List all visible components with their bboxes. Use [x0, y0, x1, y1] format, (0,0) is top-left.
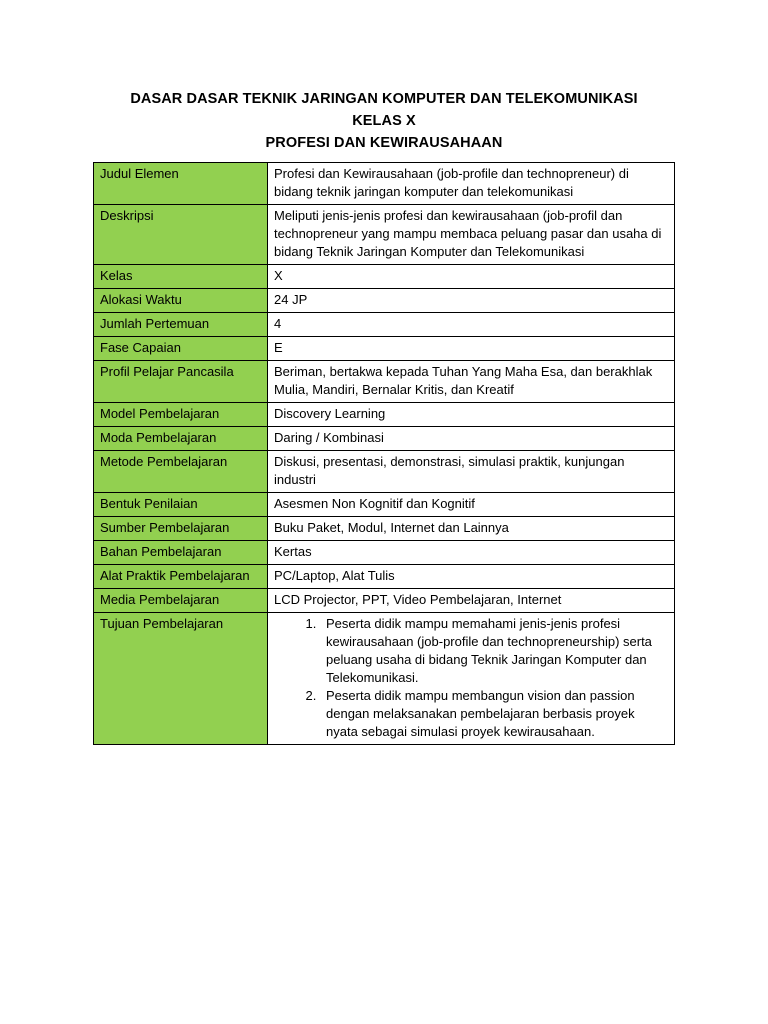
table-row [94, 265, 675, 289]
table-row [94, 289, 675, 313]
row-label: Media Pembelajaran [94, 589, 268, 613]
row-value: 24 JP [268, 289, 675, 313]
document-title [0, 88, 768, 154]
title-topic: PROFESI DAN KEWIRAUSAHAAN [265, 135, 503, 151]
row-value: Diskusi, presentasi, demonstrasi, simulasi praktik, kunjungan industri [268, 451, 675, 493]
lesson-plan-table [93, 162, 675, 745]
table-row [94, 565, 675, 589]
row-value: PC/Laptop, Alat Tulis [268, 565, 675, 589]
row-value: Asesmen Non Kognitif dan Kognitif [268, 493, 675, 517]
row-value: Kertas [268, 541, 675, 565]
row-label: Sumber Pembelajaran [94, 517, 268, 541]
row-label: Alat Praktik Pembelajaran [94, 565, 268, 589]
table-row [94, 313, 675, 337]
lesson-plan-table-body [94, 163, 675, 745]
row-label: Metode Pembelajaran [94, 451, 268, 493]
table-row [94, 205, 675, 265]
table-row [94, 361, 675, 403]
objective-item: 2. Peserta didik mampu membangun vision dan passion dengan melaksanakan pembelajaran berbasis proyek nyata sebagai simulasi proyek kewirausahaan. [320, 687, 668, 741]
table-row [94, 427, 675, 451]
row-value: Daring / Kombinasi [268, 427, 675, 451]
row-value: Meliputi jenis-jenis profesi dan kewirausahaan (job-profil dan technopreneur yang mampu membaca peluang pasar dan usaha di bidang Teknik Jaringan Komputer dan Telekomunikasi [268, 205, 675, 265]
row-value: LCD Projector, PPT, Video Pembelajaran, Internet [268, 589, 675, 613]
row-label: Tujuan Pembelajaran [94, 613, 268, 745]
row-value: E [268, 337, 675, 361]
table-row [94, 493, 675, 517]
row-label: Profil Pelajar Pancasila [94, 361, 268, 403]
table-row [94, 163, 675, 205]
table-row [94, 541, 675, 565]
row-value [268, 613, 675, 745]
row-value: 4 [268, 313, 675, 337]
row-label: Bentuk Penilaian [94, 493, 268, 517]
row-label: Fase Capaian [94, 337, 268, 361]
table-row [94, 451, 675, 493]
row-label: Alokasi Waktu [94, 289, 268, 313]
title-class: KELAS X [352, 113, 416, 129]
row-label: Judul Elemen [94, 163, 268, 205]
table-row [94, 589, 675, 613]
row-value: X [268, 265, 675, 289]
row-label: Jumlah Pertemuan [94, 313, 268, 337]
table-row [94, 337, 675, 361]
table-row [94, 403, 675, 427]
objectives-list [274, 615, 668, 741]
row-value: Buku Paket, Modul, Internet dan Lainnya [268, 517, 675, 541]
row-label: Deskripsi [94, 205, 268, 265]
row-label: Kelas [94, 265, 268, 289]
table-row [94, 517, 675, 541]
row-label: Bahan Pembelajaran [94, 541, 268, 565]
row-label: Moda Pembelajaran [94, 427, 268, 451]
row-label: Model Pembelajaran [94, 403, 268, 427]
row-value: Discovery Learning [268, 403, 675, 427]
objective-item: 1. Peserta didik mampu memahami jenis-jenis profesi kewirausahaan (job-profile dan technopreneurship) serta peluang usaha di bidang Teknik Jaringan Komputer dan Telekomunikasi. [320, 615, 668, 687]
title-subject: DASAR DASAR TEKNIK JARINGAN KOMPUTER DAN TELEKOMUNIKASI [130, 91, 638, 107]
row-value: Profesi dan Kewirausahaan (job-profile dan technopreneur) di bidang teknik jaringan komputer dan telekomunikasi [268, 163, 675, 205]
row-value: Beriman, bertakwa kepada Tuhan Yang Maha Esa, dan berakhlak Mulia, Mandiri, Bernalar Kritis, dan Kreatif [268, 361, 675, 403]
objectives-row [94, 613, 675, 745]
